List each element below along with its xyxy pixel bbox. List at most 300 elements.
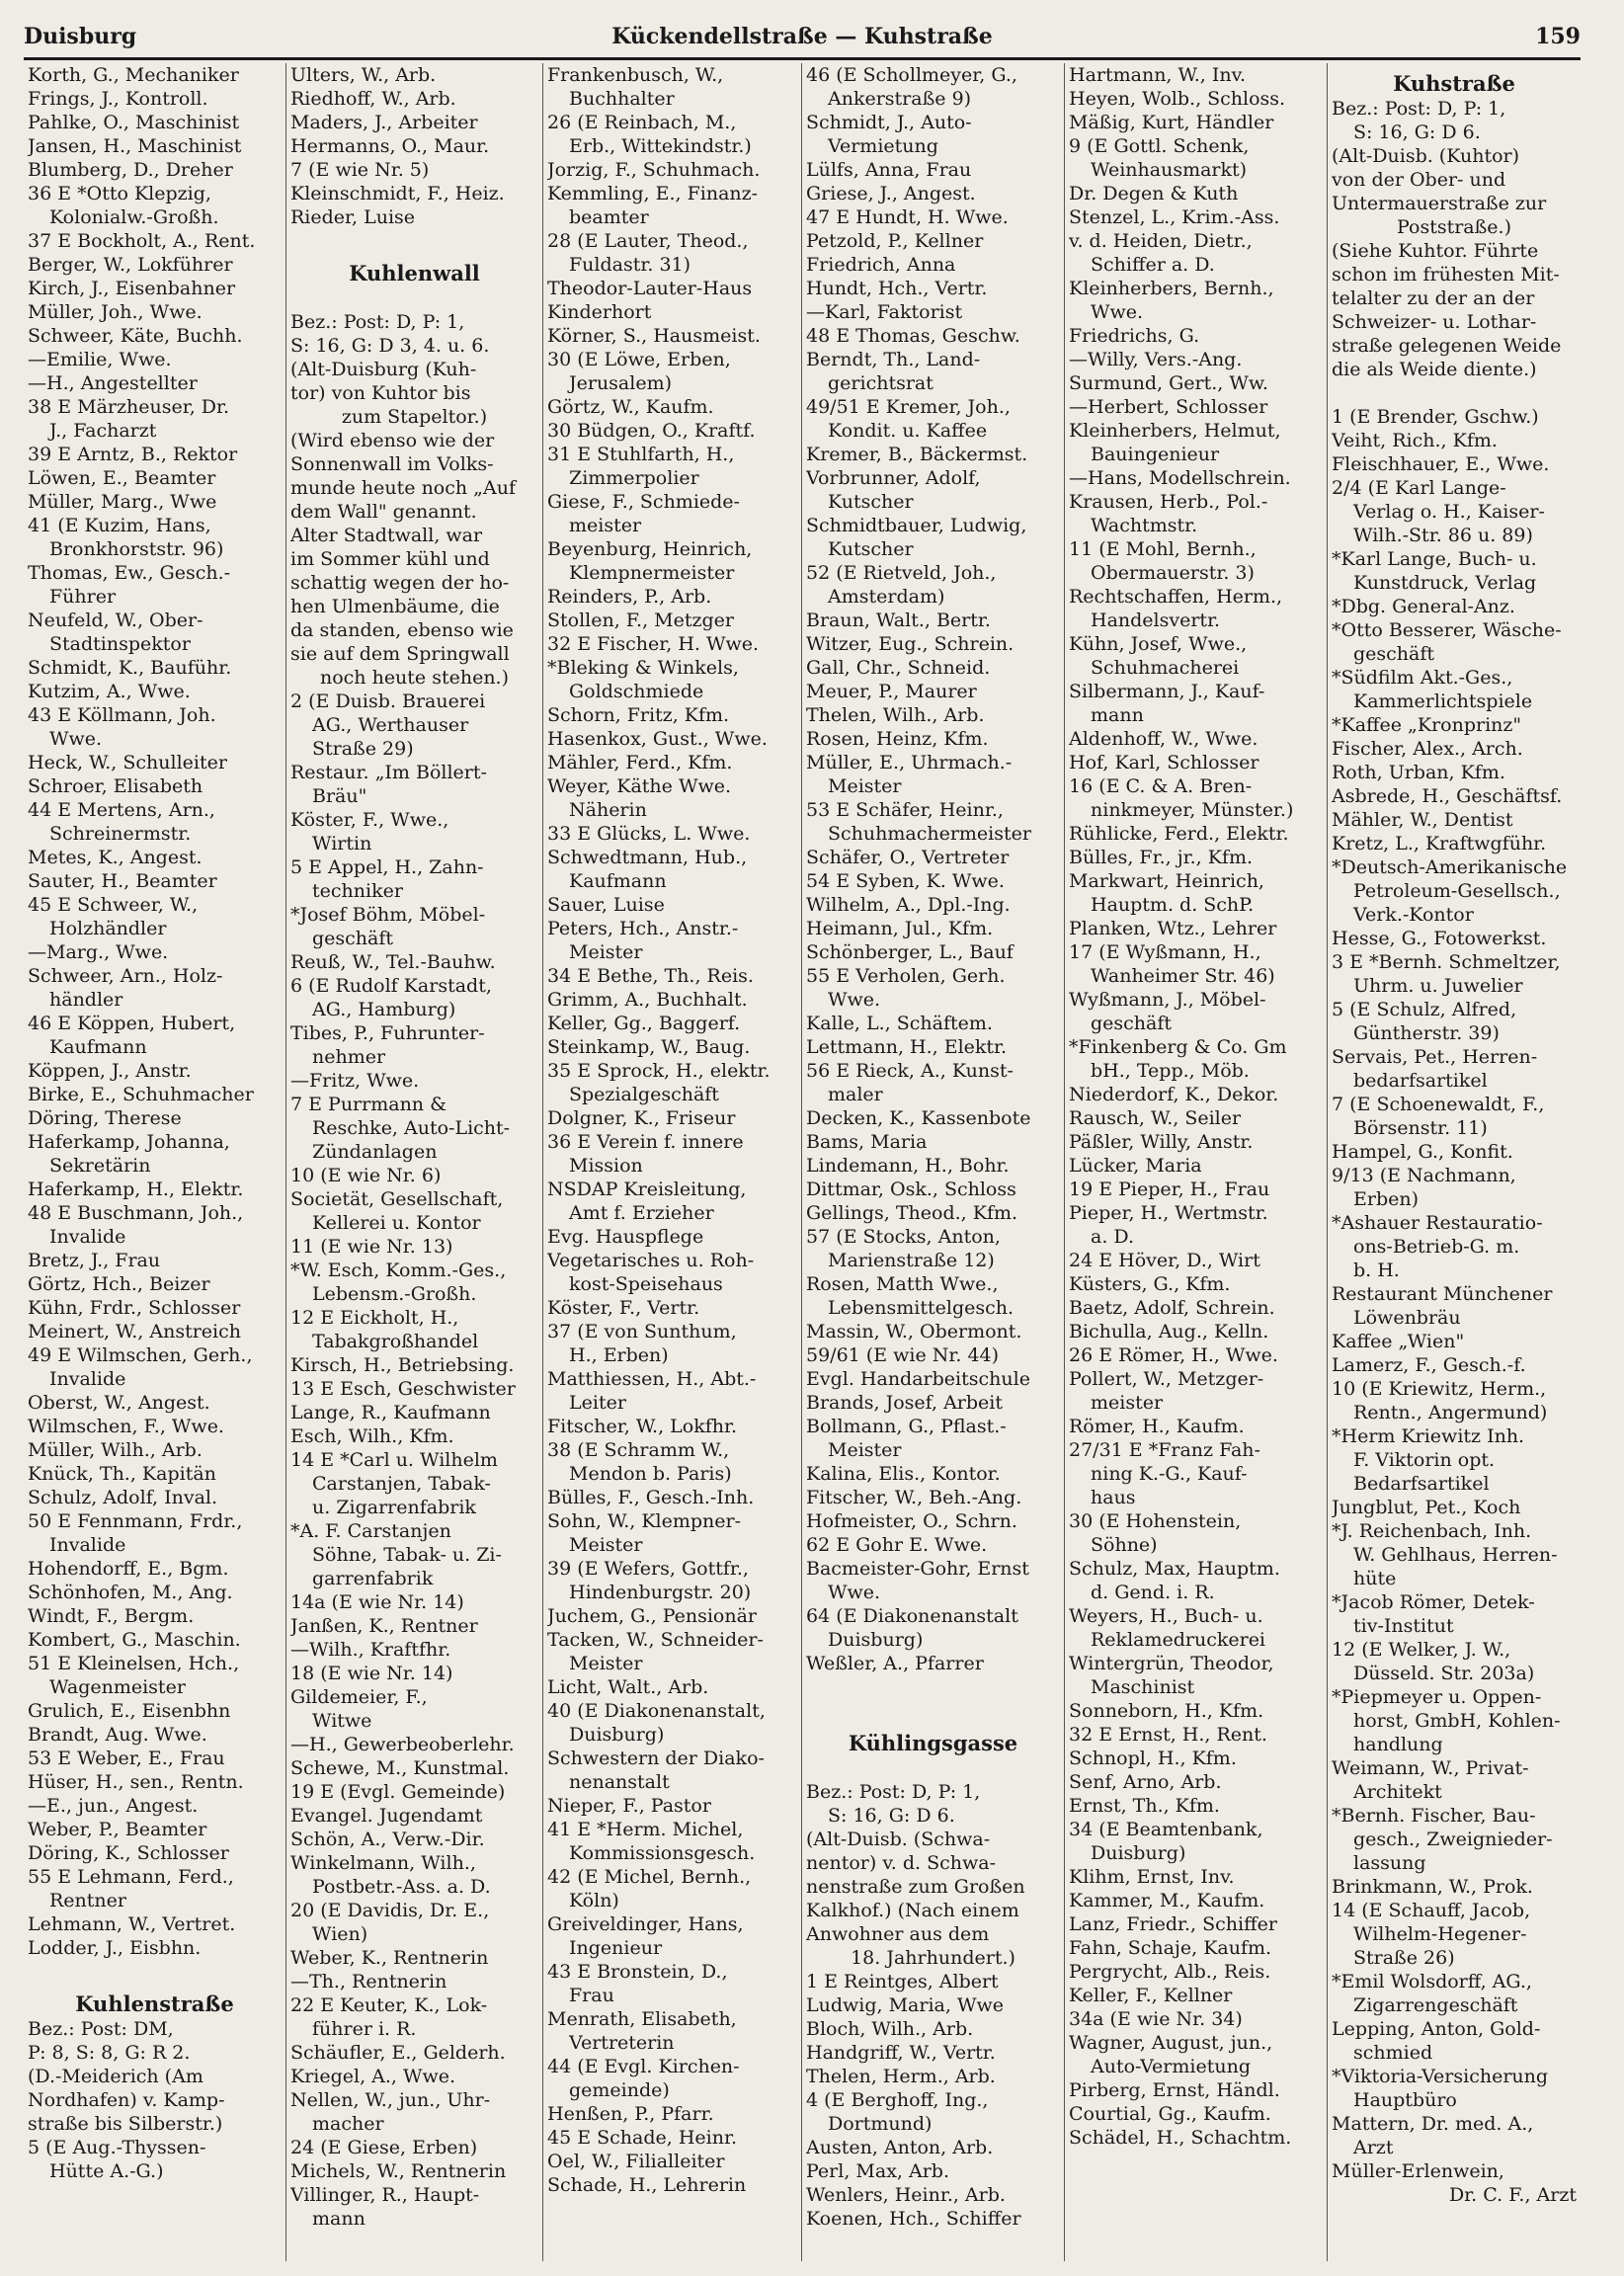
directory-entry: Römer, H., Kaufm. (1069, 1416, 1245, 1437)
directory-entry: Kühn, Josef, Wwe., (1069, 633, 1248, 655)
directory-entry: Kellerei u. Kontor (312, 1212, 481, 1234)
directory-entry: Peters, Hch., Anstr.- (547, 918, 739, 939)
directory-entry: Rieder, Luise (290, 206, 416, 228)
directory-entry: S: 16, G: D 6. (828, 1805, 955, 1827)
directory-entry: Rentn., Angermund) (1353, 1402, 1548, 1423)
directory-entry: Kutzim, A., Wwe. (28, 681, 191, 702)
directory-entry: da standen, ebenso wie (290, 619, 514, 641)
directory-entry: 17 (E Wyßmann, H., (1069, 941, 1261, 963)
directory-entry: im Sommer kühl und (290, 548, 490, 570)
directory-entry: Verk.-Kontor (1353, 904, 1474, 926)
directory-column (543, 63, 802, 2261)
directory-entry: —E., jun., Angest. (28, 1795, 199, 1817)
directory-entry: Zigarrengeschäft (1353, 1994, 1518, 2016)
directory-entry: 52 (E Rietveld, Joh., (806, 562, 997, 584)
directory-entry: *A. F. Carstanjen (290, 1520, 451, 1542)
directory-entry: Döring, Therese (28, 1107, 182, 1129)
directory-entry: Kühn, Frdr., Schlosser (28, 1297, 241, 1319)
directory-entry: Reinders, P., Arb. (547, 586, 712, 608)
directory-entry: 9/13 (E Nachmann, (1332, 1165, 1516, 1186)
directory-entry: Wwe. (828, 1582, 881, 1603)
directory-entry: (D.-Meiderich (Am (28, 2066, 203, 2087)
directory-entry: Schorn, Fritz, Kfm. (547, 704, 730, 726)
directory-entry: Erben) (1353, 1188, 1420, 1210)
directory-entry: telalter zu der an der (1332, 287, 1535, 309)
directory-entry: —Wilh., Kraftfhr. (290, 1639, 451, 1661)
directory-entry: Lamerz, F., Gesch.-f. (1332, 1354, 1526, 1376)
directory-entry: Amt f. Erzieher (569, 1202, 714, 1224)
directory-entry: —Willy, Vers.-Ang. (1069, 349, 1243, 370)
directory-entry: Kondit. u. Kaffee (828, 420, 988, 442)
directory-entry: mann (1091, 704, 1144, 726)
directory-entry: Servais, Pet., Herren- (1332, 1046, 1538, 1068)
directory-entry: Görtz, Hch., Beizer (28, 1273, 210, 1295)
directory-entry: Müller, Marg., Wwe (28, 491, 217, 513)
directory-entry: Kirsch, H., Betriebsing. (290, 1354, 515, 1376)
directory-entry: v. d. Heiden, Dietr., (1069, 230, 1253, 252)
directory-entry: Weyers, H., Buch- u. (1069, 1605, 1263, 1627)
directory-entry: Schäufler, E., Gelderh. (290, 2042, 506, 2064)
directory-entry: Lepping, Anton, Gold- (1332, 2018, 1541, 2040)
directory-entry: Hauptm. d. SchP. (1091, 894, 1255, 916)
directory-column (286, 63, 543, 2261)
directory-entry: *Otto Besserer, Wäsche- (1332, 619, 1562, 641)
directory-entry: Friedrich, Anna (806, 254, 956, 276)
directory-entry: *Emil Wolsdorff, AG., (1332, 1971, 1532, 1992)
directory-entry: 5 (E Schulz, Alfred, (1332, 999, 1517, 1020)
directory-entry: Klempnermeister (569, 562, 735, 584)
directory-entry: P: 8, S: 8, G: R 2. (28, 2042, 191, 2064)
directory-entry: Courtial, Gg., Kaufm. (1069, 2103, 1271, 2125)
directory-entry: Nieper, F., Pastor (547, 1795, 711, 1817)
directory-entry: Hütte A.-G.) (49, 2160, 164, 2182)
directory-entry: Greiveldinger, Hans, (547, 1913, 744, 1935)
directory-entry: Holzhändler (49, 918, 167, 939)
directory-entry: Mähler, Ferd., Kfm. (547, 752, 733, 773)
directory-entry: Hundt, Hch., Vertr. (806, 278, 988, 299)
directory-entry: (Alt-Duisb. (Kuhtor) (1332, 145, 1520, 167)
directory-entry: Restaur. „Im Böllert- (290, 762, 487, 783)
page-header (24, 18, 1581, 60)
directory-entry: Bülles, F., Gesch.-Inh. (547, 1487, 755, 1508)
directory-entry: Sauter, H., Beamter (28, 870, 217, 892)
directory-entry: 37 (E von Sunthum, (547, 1321, 737, 1342)
directory-entry: W. Gehlhaus, Herren- (1353, 1544, 1558, 1566)
directory-entry: Schädel, H., Schachtm. (1069, 2127, 1292, 2149)
directory-entry: Güntherstr. 39) (1353, 1022, 1500, 1044)
directory-entry: Bollmann, G., Pflast.- (806, 1416, 1007, 1437)
directory-entry: Schnopl, H., Kfm. (1069, 1748, 1237, 1769)
directory-entry: 9 (E Gottl. Schenk, (1069, 135, 1250, 157)
directory-entry: (Alt-Duisburg (Kuh- (290, 359, 477, 380)
directory-entry: nentor) v. d. Schwa- (806, 1852, 997, 1874)
directory-entry: händler (49, 989, 123, 1011)
directory-entry: 22 E Keuter, K., Lok- (290, 1994, 488, 2016)
directory-entry: Jerusalem) (569, 372, 673, 394)
directory-entry: 30 (E Löwe, Erben, (547, 349, 731, 370)
directory-entry: Fahn, Schaje, Kaufm. (1069, 1937, 1272, 1959)
directory-entry: 48 E Thomas, Geschw. (806, 325, 1020, 347)
directory-entry: Ernst, Th., Kfm. (1069, 1795, 1220, 1817)
directory-entry: *Dbg. General-Anz. (1332, 596, 1515, 617)
directory-entry: tor) von Kuhtor bis (290, 382, 471, 404)
directory-entry: Wachtmstr. (1091, 515, 1198, 536)
directory-entry: Nordhafen) v. Kamp- (28, 2089, 225, 2111)
directory-entry: 39 (E Wefers, Gottfr., (547, 1558, 749, 1580)
directory-entry: *Piepmeyer u. Oppen- (1332, 1686, 1542, 1708)
directory-entry: 64 (E Diakonenanstalt (806, 1605, 1018, 1627)
directory-entry: Wyßmann, J., Möbel- (1069, 989, 1266, 1011)
directory-entry: Kleinherbers, Bernh., (1069, 278, 1274, 299)
directory-entry: ning K.-G., Kauf- (1091, 1463, 1248, 1485)
directory-entry: Kalina, Elis., Kontor. (806, 1463, 1001, 1485)
directory-entry: Wenlers, Heinr., Arb. (806, 2184, 1006, 2206)
directory-entry: Schreinermstr. (49, 823, 192, 845)
directory-entry: 2 (E Duisb. Brauerei (290, 691, 486, 712)
directory-entry: Kleinschmidt, F., Heiz. (290, 183, 505, 204)
directory-entry: Kunstdruck, Verlag (1353, 572, 1537, 594)
directory-entry: Knück, Th., Kapitän (28, 1463, 216, 1485)
directory-entry: 24 E Höver, D., Wirt (1069, 1250, 1260, 1271)
directory-entry (1332, 381, 1577, 405)
directory-entry: Theodor-Lauter-Haus (547, 278, 753, 299)
directory-entry: 24 (E Giese, Erben) (290, 2137, 478, 2158)
directory-entry: Ludwig, Maria, Wwe (806, 1994, 1004, 2016)
directory-entry: Schön, A., Verw.-Dir. (290, 1829, 485, 1850)
directory-entry: (Siehe Kuhtor. Führte (1332, 240, 1539, 262)
directory-entry: Wirtin (312, 833, 372, 854)
directory-entry: Maschinist (1091, 1676, 1195, 1698)
directory-entry: munde heute noch „Auf (290, 477, 516, 499)
directory-entry: ninkmeyer, Münster.) (1091, 799, 1294, 821)
directory-entry: techniker (312, 880, 403, 902)
directory-entry: Meister (828, 775, 902, 797)
directory-entry: *Südfilm Akt.-Ges., (1332, 667, 1513, 689)
directory-entry: *Deutsch-Amerikanische (1332, 856, 1568, 878)
directory-columns (24, 63, 1581, 2261)
directory-entry: 26 E Römer, H., Wwe. (1069, 1344, 1278, 1366)
directory-entry: lassung (1353, 1852, 1426, 1874)
directory-entry: Fitscher, W., Lokfhr. (547, 1416, 738, 1437)
directory-entry: Schroer, Elisabeth (28, 775, 203, 797)
directory-entry: Reuß, W., Tel.-Bauhw. (290, 951, 496, 973)
directory-entry: —Emilie, Wwe. (28, 349, 172, 370)
directory-entry: nenstraße zum Großen (806, 1876, 1025, 1898)
directory-entry: Müller, E., Uhrmach.- (806, 752, 1013, 773)
directory-entry: 1 E Reintges, Albert (806, 1971, 999, 1992)
directory-entry: Meister (569, 1534, 643, 1556)
directory-entry: Brandt, Aug. Wwe. (28, 1724, 207, 1746)
directory-entry: 10 (E Kriewitz, Herm., (1332, 1378, 1547, 1400)
directory-entry: Schönhofen, M., Ang. (28, 1582, 233, 1603)
directory-entry: 30 (E Hohenstein, (1069, 1510, 1242, 1532)
directory-entry: 5 E Appel, H., Zahn- (290, 856, 484, 878)
directory-entry: Weßler, A., Pfarrer (806, 1653, 984, 1674)
directory-entry: Handelsvertr. (1091, 610, 1221, 631)
directory-entry: von der Ober- und (1332, 169, 1506, 191)
directory-entry: führer i. R. (312, 2018, 417, 2040)
directory-entry: Straße 29) (312, 738, 414, 760)
directory-entry: AG., Werthauser (312, 714, 469, 736)
directory-entry: Buchhalter (569, 88, 675, 110)
directory-entry: Wwe. (828, 989, 881, 1011)
directory-entry: Bretz, J., Frau (28, 1250, 161, 1271)
directory-entry: Stadtinspektor (49, 633, 191, 655)
directory-entry: —Th., Rentnerin (290, 1971, 447, 1992)
directory-entry: Mattern, Dr. med. A., (1332, 2113, 1534, 2135)
directory-entry: Hermanns, O., Maur. (290, 135, 490, 157)
directory-entry: *Herm Kriewitz Inh. (1332, 1425, 1525, 1447)
directory-entry: Ankerstraße 9) (828, 88, 972, 110)
directory-entry: Lindemann, H., Bohr. (806, 1155, 1010, 1177)
directory-entry: 48 E Buschmann, Joh., (28, 1202, 244, 1224)
directory-entry: Heimann, Jul., Kfm. (806, 918, 994, 939)
directory-entry: Meuer, P., Maurer (806, 681, 977, 702)
directory-entry: Niederdorf, K., Dekor. (1069, 1084, 1279, 1105)
directory-entry: Körner, S., Hausmeist. (547, 325, 761, 347)
directory-entry: Kaufmann (49, 1036, 147, 1058)
directory-entry: Straße 26) (1353, 1947, 1455, 1969)
directory-entry: Krausen, Herb., Pol.- (1069, 491, 1268, 513)
directory-entry: Fuldastr. 31) (569, 254, 691, 276)
directory-entry: Gellings, Theod., Kfm. (806, 1202, 1018, 1224)
directory-entry: —H., Angestellter (28, 372, 198, 394)
directory-entry: Veiht, Rich., Kfm. (1332, 430, 1498, 451)
directory-entry: Schewe, M., Kunstmal. (290, 1757, 510, 1779)
directory-entry: straße bis Silberstr.) (28, 2113, 223, 2135)
directory-entry: Esch, Wilh., Kfm. (290, 1425, 454, 1447)
directory-entry: Aldenhoff, W., Wwe. (1069, 728, 1259, 750)
directory-entry: Gall, Chr., Schneid. (806, 657, 991, 679)
directory-entry: Petroleum-Gesellsch., (1353, 880, 1561, 902)
directory-entry: Erb., Wittekindstr.) (569, 135, 752, 157)
directory-entry: Lange, R., Kaufmann (290, 1402, 491, 1423)
directory-entry: Reschke, Auto-Licht- (312, 1117, 511, 1139)
directory-entry: 47 E Hundt, H. Wwe. (806, 206, 1009, 228)
directory-entry: Schweizer- u. Lothar- (1332, 311, 1537, 333)
street-heading: Kuhlenstraße (75, 1992, 234, 2016)
directory-entry: Friedrichs, G. (1069, 325, 1200, 347)
directory-entry: Austen, Anton, Arb. (806, 2137, 994, 2158)
directory-entry: b. H. (1353, 1260, 1400, 1281)
directory-entry: Architekt (1353, 1781, 1442, 1803)
directory-entry: Berndt, Th., Land- (806, 349, 981, 370)
directory-entry: Lebensm.-Großh. (312, 1283, 477, 1305)
directory-entry: Birke, E., Schuhmacher (28, 1084, 254, 1105)
directory-entry: Winkelmann, Wilh., (290, 1852, 476, 1874)
directory-entry: Hasenkox, Gust., Wwe. (547, 728, 768, 750)
directory-entry: 31 E Stuhlfarth, H., (547, 444, 735, 465)
directory-entry: Schmidt, J., Auto- (806, 112, 972, 133)
directory-entry: Witzer, Eug., Schrein. (806, 633, 1015, 655)
directory-column (24, 63, 286, 2261)
directory-entry: Düsseld. Str. 203a) (1353, 1663, 1535, 1684)
directory-entry: Silbermann, J., Kauf- (1069, 681, 1265, 702)
directory-entry: Postbetr.-Ass. a. D. (312, 1876, 491, 1898)
directory-entry: Hartmann, W., Inv. (1069, 64, 1247, 86)
directory-entry: Gildemeier, F., (290, 1686, 428, 1708)
directory-entry: 34 E Bethe, Th., Reis. (547, 965, 754, 987)
directory-entry: horst, GmbH, Kohlen- (1353, 1710, 1561, 1732)
directory-entry: Schweer, Käte, Buchh. (28, 325, 243, 347)
directory-entry: Steinkamp, W., Baug. (547, 1036, 751, 1058)
directory-entry: Schönberger, L., Bauf (806, 941, 1014, 963)
directory-entry: Schulz, Max, Hauptm. (1069, 1558, 1280, 1580)
directory-entry: Meister (569, 941, 643, 963)
directory-entry: Kalkhof.) (Nach einem (806, 1900, 1019, 1921)
header-street-range: Kückendellstraße — Kuhstraße (611, 24, 993, 49)
directory-entry: *Kaffee „Kronprinz" (1332, 714, 1522, 736)
directory-entry: 19 E (Evgl. Gemeinde) (290, 1781, 506, 1803)
directory-entry: 49 E Wilmschen, Gerh., (28, 1344, 253, 1366)
directory-entry: geschäft (1091, 1013, 1173, 1034)
directory-entry: 38 (E Schramm W., (547, 1439, 730, 1461)
directory-entry: Meister (569, 1653, 643, 1674)
directory-entry: straße gelegenen Weide (1332, 335, 1562, 357)
directory-entry: 14 E *Carl u. Wilhelm (290, 1449, 498, 1471)
directory-entry: beamter (569, 206, 649, 228)
directory-entry: Asbrede, H., Geschäftsf. (1332, 785, 1563, 807)
directory-entry: Untermauerstraße zur (1332, 193, 1547, 214)
directory-entry: Lettmann, H., Elektr. (806, 1036, 1008, 1058)
directory-entry: 1 (E Brender, Gschw.) (1332, 406, 1539, 428)
directory-entry: Kirch, J., Eisenbahner (28, 278, 236, 299)
directory-entry: 45 E Schade, Heinr. (547, 2127, 737, 2149)
directory-entry: Haferkamp, H., Elektr. (28, 1179, 244, 1200)
directory-entry: Fischer, Alex., Arch. (1332, 738, 1523, 760)
directory-entry: Söhne, Tabak- u. Zi- (312, 1544, 502, 1566)
directory-entry: geschäft (1353, 643, 1435, 665)
directory-entry: Menrath, Elisabeth, (547, 2008, 737, 2030)
directory-entry: hen Ulmenbäume, die (290, 596, 500, 617)
directory-entry: Obermauerstr. 3) (1091, 562, 1255, 584)
directory-entry: a. D. (1091, 1226, 1135, 1248)
directory-column (802, 63, 1065, 2261)
directory-entry: —Hans, Modellschrein. (1069, 467, 1291, 489)
directory-entry: gesch., Zweignieder- (1353, 1829, 1553, 1850)
directory-entry: Dr. C. F., Arzt (1448, 2184, 1577, 2206)
directory-entry: 46 (E Schollmeyer, G., (806, 64, 1017, 86)
directory-entry: Schiffer a. D. (1091, 254, 1215, 276)
directory-entry: Päßler, Willy, Anstr. (1069, 1131, 1254, 1153)
directory-entry: Meinert, W., Anstreich (28, 1321, 242, 1342)
directory-entry: 16 (E C. & A. Bren- (1069, 775, 1253, 797)
directory-entry: geschäft (312, 928, 394, 949)
directory-entry: Lülfs, Anna, Frau (806, 159, 972, 181)
directory-entry: —Fritz, Wwe. (290, 1070, 420, 1092)
directory-entry: 36 E *Otto Klepzig, (28, 183, 211, 204)
header-city: Duisburg (24, 24, 137, 49)
directory-entry: Sekretärin (49, 1155, 151, 1177)
directory-entry: Jorzig, F., Schuhmach. (547, 159, 761, 181)
directory-entry: 37 E Bockholt, A., Rent. (28, 230, 256, 252)
directory-entry: Oberst, W., Angest. (28, 1392, 210, 1414)
directory-entry: Handgriff, W., Vertr. (806, 2042, 996, 2064)
directory-entry: 13 E Esch, Geschwister (290, 1378, 516, 1400)
directory-entry: Hindenburgstr. 20) (569, 1582, 752, 1603)
directory-entry: Tabakgroßhandel (312, 1331, 479, 1352)
directory-entry: Berger, W., Lokführer (28, 254, 233, 276)
directory-entry: Pollert, W., Metzger- (1069, 1368, 1264, 1390)
directory-entry: Wagner, August, jun., (1069, 2032, 1273, 2054)
directory-entry: Kammerlichtspiele (1353, 691, 1533, 712)
directory-entry: Oel, W., Filialleiter (547, 2151, 725, 2172)
directory-entry: Köster, F., Vertr. (547, 1297, 700, 1319)
directory-entry: Löwenbräu (1353, 1307, 1461, 1329)
street-heading: Kuhlenwall (349, 261, 480, 285)
directory-entry: Börsenstr. 11) (1353, 1117, 1488, 1139)
directory-entry: Rentner (49, 1890, 126, 1911)
directory-entry: Nellen, W., jun., Uhr- (290, 2089, 491, 2111)
directory-entry: *Bleking & Winkels, (547, 657, 739, 679)
directory-entry: Wanheimer Str. 46) (1091, 965, 1275, 987)
directory-entry: u. Zigarrenfabrik (312, 1497, 476, 1518)
directory-entry: 26 (E Reinbach, M., (547, 112, 737, 133)
directory-entry: Rosen, Heinz, Kfm. (806, 728, 989, 750)
directory-entry: 32 E Ernst, H., Rent. (1069, 1724, 1267, 1746)
directory-entry: Griese, J., Angest. (806, 183, 976, 204)
directory-entry: Müller-Erlenwein, (1332, 2160, 1504, 2182)
directory-entry: hüte (1353, 1568, 1397, 1589)
directory-entry: Klihm, Ernst, Inv. (1069, 1866, 1235, 1888)
directory-entry: nenanstalt (569, 1771, 670, 1793)
directory-entry: Schmidt, K., Bauführ. (28, 657, 232, 679)
directory-entry: schmied (1353, 2042, 1433, 2064)
directory-entry: —Herbert, Schlosser (1069, 396, 1268, 418)
directory-entry (806, 1675, 1060, 1699)
directory-entry: Bez.: Post: D, P: 1, (806, 1781, 981, 1803)
directory-entry: Stenzel, L., Krim.-Ass. (1069, 206, 1280, 228)
directory-entry: Schuhmachermeister (828, 823, 1031, 845)
directory-entry: Uhrm. u. Juwelier (1353, 975, 1523, 997)
directory-entry: Anwohner aus dem (806, 1923, 990, 1945)
directory-entry: meister (569, 515, 642, 536)
directory-entry: Zimmerpolier (569, 467, 699, 489)
directory-entry: 36 E Verein f. innere (547, 1131, 744, 1153)
directory-entry: dem Wall" genannt. (290, 501, 477, 523)
directory-entry: Köster, F., Wwe., (290, 809, 449, 831)
directory-entry: 7 E Purrmann & (290, 1094, 447, 1115)
directory-entry: Weinhausmarkt) (1091, 159, 1248, 181)
directory-entry: Wagenmeister (49, 1676, 186, 1698)
directory-entry: Wilhelm, A., Dpl.-Ing. (806, 894, 1011, 916)
directory-entry: Braun, Walt., Bertr. (806, 610, 991, 631)
directory-entry: Grulich, E., Eisenbhn (28, 1700, 231, 1722)
directory-entry: Vorbrunner, Adolf, (806, 467, 981, 489)
directory-entry: Meister (828, 1439, 902, 1461)
directory-entry: Petzold, P., Kellner (806, 230, 984, 252)
directory-entry: Villinger, R., Haupt- (290, 2184, 480, 2206)
directory-entry: Thelen, Herm., Arb. (806, 2066, 996, 2087)
directory-entry: Goldschmiede (569, 681, 704, 702)
directory-entry: 18 (E wie Nr. 14) (290, 1663, 453, 1684)
directory-entry: Wilh.-Str. 86 u. 89) (1353, 525, 1533, 546)
directory-entry: Weber, K., Rentnerin (290, 1947, 489, 1969)
directory-entry: Ulters, W., Arb. (290, 64, 437, 86)
directory-entry: Marienstraße 12) (828, 1250, 995, 1271)
directory-entry: Hampel, G., Konfit. (1332, 1141, 1513, 1163)
directory-entry: 14 (E Schauff, Jacob, (1332, 1900, 1531, 1921)
directory-entry: Heck, W., Schulleiter (28, 752, 227, 773)
directory-entry: 7 (E Schoenewaldt, F., (1332, 1094, 1545, 1115)
directory-entry: —Marg., Wwe. (28, 941, 169, 963)
directory-entry: zum Stapeltor.) (341, 406, 488, 428)
street-heading: Kuhstraße (1393, 71, 1515, 96)
directory-entry: Spezialgeschäft (569, 1084, 719, 1105)
directory-entry: kost-Speisehaus (569, 1273, 723, 1295)
directory-entry: Invalide (49, 1226, 126, 1248)
directory-entry: *Karl Lange, Buch- u. (1332, 548, 1537, 570)
